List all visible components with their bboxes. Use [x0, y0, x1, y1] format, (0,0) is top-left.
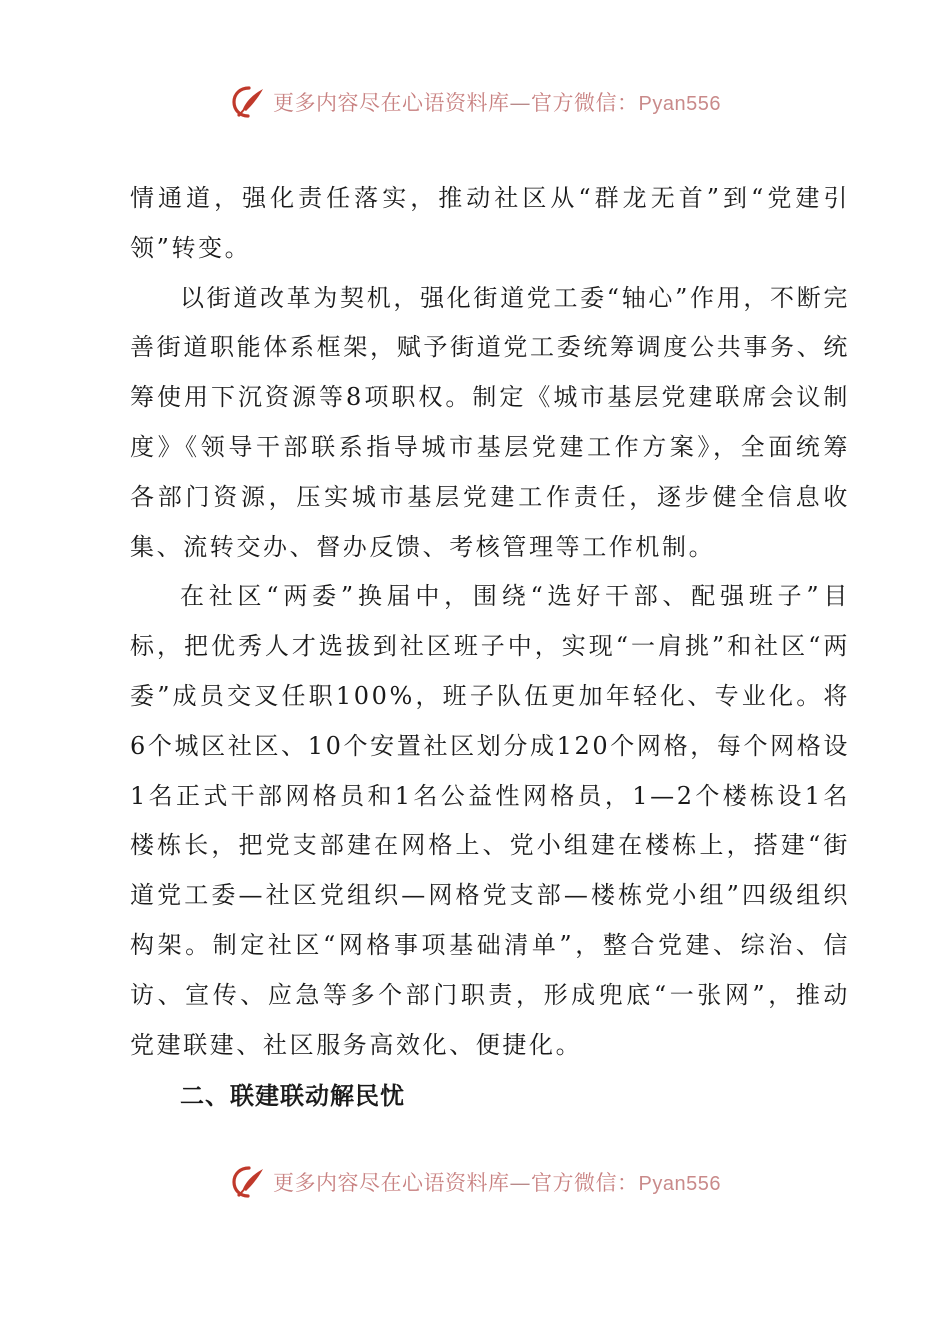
- header-brand-text: 更多内容尽在心语资料库: [273, 91, 510, 115]
- paragraph-3: 在社区“两委”换届中，围绕“选好干部、配强班子”目标，把优秀人才选拔到社区班子中，实现“一肩挑”和社区“两委”成员交叉任职100%，班子队伍更加年轻化、专业化。将6个城区社区、10个安置社区划分成120个网格，每个网格设1名正式干部网格员和1名公益性网格员，1—2个楼栋设1名楼栋长，把党支部建在网格上、党小组建在楼栋上，搭建“街道党工委—社区党组织—网格党支部—楼栋党小组”四级组织构架。制定社区“网格事项基础清单”，整合党建、综治、信访、宣传、应急等多个部门职责，形成兜底“一张网”，推动党建联建、社区服务高效化、便捷化。: [130, 582, 850, 1059]
- footer-contact-id: Pyan556: [638, 1173, 721, 1195]
- footer-brand-line: [273, 1167, 721, 1197]
- paragraph-1: 情通道，强化责任落实，推动社区从“群龙无首”到“党建引领”转变。: [130, 184, 850, 262]
- header-contact-label: 官方微信：: [531, 91, 639, 115]
- header-watermark: [0, 80, 950, 124]
- header-contact-id: Pyan556: [638, 93, 721, 115]
- section-heading: 二、联建联动解民忧: [180, 1082, 405, 1110]
- footer-separator: —: [509, 1171, 532, 1195]
- footer-brand-text: 更多内容尽在心语资料库: [273, 1171, 510, 1195]
- header-brand-line: [273, 87, 721, 117]
- footer-watermark: [0, 1160, 950, 1204]
- footer-contact-label: 官方微信：: [531, 1171, 639, 1195]
- header-separator: —: [509, 91, 532, 115]
- paragraph-2: 以街道改革为契机，强化街道党工委“轴心”作用，不断完善街道职能体系框架，赋予街道党工委统筹调度公共事务、统筹使用下沉资源等8项职权。制定《城市基层党建联席会议制度》《领导干部联系指导城市基层党建工作方案》，全面统筹各部门资源，压实城市基层党建工作责任，逐步健全信息收集、流转交办、督办反馈、考核管理等工作机制。: [130, 283, 850, 561]
- quill-logo-icon: [229, 1162, 269, 1202]
- quill-logo-icon: [229, 82, 269, 122]
- document-body: [130, 174, 850, 1070]
